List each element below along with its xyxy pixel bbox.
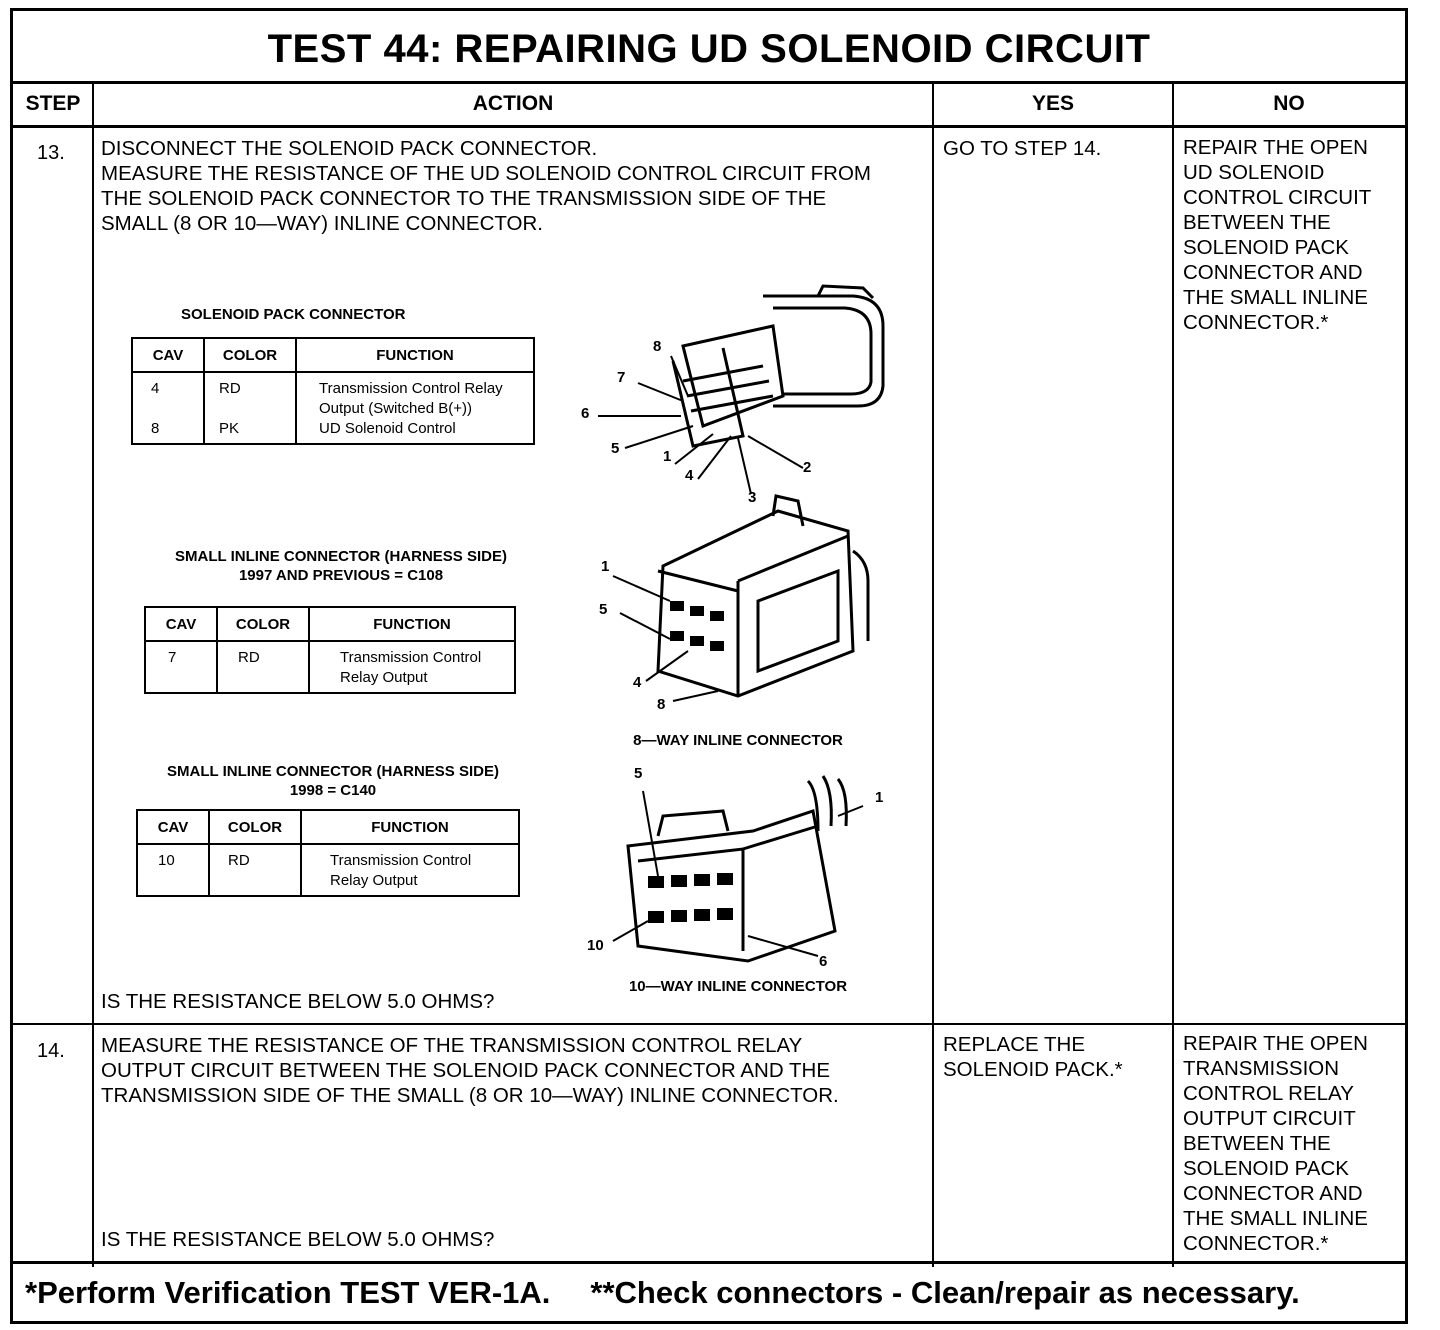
table-row: [145, 641, 515, 693]
action-line: DISCONNECT THE SOLENOID PACK CONNECTOR.: [101, 137, 598, 160]
function-cell: Transmission Control: [340, 649, 482, 666]
pin-label: 7: [617, 369, 626, 386]
step-question: IS THE RESISTANCE BELOW 5.0 OHMS?: [101, 990, 495, 1013]
cav-cell: 4: [151, 380, 160, 397]
header-step: STEP: [13, 84, 93, 128]
table-caption: [123, 762, 543, 800]
test-sheet: [10, 8, 1408, 1324]
function-cell: Transmission Control: [330, 852, 472, 869]
step-action: [101, 136, 871, 236]
eight-way-label: 8—WAY INLINE CONNECTOR: [633, 732, 843, 749]
no-line: THE SMALL INLINE: [1183, 1207, 1368, 1230]
action-line: THE SOLENOID PACK CONNECTOR TO THE TRANSMISSION SIDE OF THE: [101, 187, 827, 210]
no-line: CONNECTOR.*: [1183, 311, 1329, 334]
column-header: CAV: [137, 810, 209, 844]
caption-line: SMALL INLINE CONNECTOR (HARNESS SIDE): [175, 548, 507, 565]
page-title: TEST 44: REPAIRING UD SOLENOID CIRCUIT: [13, 11, 1405, 84]
column-header: CAV: [132, 338, 204, 372]
no-line: THE SMALL INLINE: [1183, 286, 1368, 309]
cav-cell: 7: [145, 641, 217, 693]
pin-label: 1: [875, 789, 884, 806]
no-line: BETWEEN THE: [1183, 1132, 1331, 1155]
function-cell: Transmission Control Relay: [319, 380, 503, 397]
pin-label: 6: [581, 405, 590, 422]
action-line: SMALL (8 OR 10—WAY) INLINE CONNECTOR.: [101, 212, 543, 235]
step-no: [1183, 135, 1371, 335]
no-line: CONNECTOR AND: [1183, 1182, 1363, 1205]
function-cell: Output (Switched B(+)): [319, 400, 472, 417]
table-row: [137, 844, 519, 896]
pin-label: 4: [633, 674, 642, 691]
footer-notes: [13, 1261, 1405, 1321]
inline-c140-table: [136, 809, 520, 897]
action-line: TRANSMISSION SIDE OF THE SMALL (8 OR 10—WAY) INLINE CONNECTOR.: [101, 1084, 839, 1107]
table-caption: [131, 547, 551, 585]
cav-cell: 8: [151, 420, 160, 437]
no-line: CONNECTOR.*: [1183, 1232, 1329, 1255]
header-action: ACTION: [93, 84, 933, 128]
caption-line: SMALL INLINE CONNECTOR (HARNESS SIDE): [167, 763, 499, 780]
ten-way-connector-drawing: [603, 771, 883, 971]
no-line: TRANSMISSION: [1183, 1057, 1340, 1080]
column-divider: [932, 84, 934, 1267]
color-cell: RD: [217, 641, 309, 693]
pin-label: 8: [653, 338, 662, 355]
column-header: FUNCTION: [309, 607, 515, 641]
pin-label: 5: [611, 440, 620, 457]
footer-connector-note: **Check connectors - Clean/repair as necessary.: [590, 1275, 1300, 1310]
column-divider: [92, 84, 94, 1267]
cav-cell: 10: [137, 844, 209, 896]
no-line: OUTPUT CIRCUIT: [1183, 1107, 1356, 1130]
action-line: MEASURE THE RESISTANCE OF THE TRANSMISSION CONTROL RELAY: [101, 1034, 803, 1057]
action-line: MEASURE THE RESISTANCE OF THE UD SOLENOID CONTROL CIRCUIT FROM: [101, 162, 871, 185]
color-cell: PK: [219, 420, 240, 437]
header-yes: YES: [933, 84, 1173, 128]
pin-label: 4: [685, 467, 694, 484]
step-yes: [943, 1032, 1123, 1082]
no-line: BETWEEN THE: [1183, 211, 1331, 234]
inline-c108-table: [144, 606, 516, 694]
column-header: COLOR: [204, 338, 296, 372]
row-divider: [13, 1023, 1405, 1025]
step-number: 14.: [37, 1040, 65, 1062]
table-row: [132, 372, 534, 444]
footer-verification-note: *Perform Verification TEST VER-1A.: [25, 1275, 551, 1310]
column-header: COLOR: [209, 810, 301, 844]
column-header: FUNCTION: [296, 338, 534, 372]
step-question: IS THE RESISTANCE BELOW 5.0 OHMS?: [101, 1228, 495, 1251]
header-no: NO: [1173, 84, 1405, 128]
column-header: COLOR: [217, 607, 309, 641]
no-line: CONTROL RELAY: [1183, 1082, 1354, 1105]
yes-line: REPLACE THE: [943, 1033, 1086, 1056]
no-line: CONTROL CIRCUIT: [1183, 186, 1372, 209]
step-yes: GO TO STEP 14.: [943, 137, 1102, 160]
column-divider: [1172, 84, 1174, 1267]
solenoid-pack-table: [131, 337, 535, 445]
table-caption: SOLENOID PACK CONNECTOR: [181, 306, 406, 323]
caption-line: 1997 AND PREVIOUS = C108: [238, 567, 444, 584]
pin-label: 5: [599, 601, 608, 618]
no-line: REPAIR THE OPEN: [1183, 1032, 1368, 1055]
pin-label: 1: [601, 558, 610, 575]
ten-way-label: 10—WAY INLINE CONNECTOR: [628, 978, 848, 995]
pin-label: 1: [663, 448, 672, 465]
pin-label: 6: [819, 953, 828, 970]
yes-line: SOLENOID PACK.*: [943, 1058, 1123, 1081]
pin-label: 10: [587, 937, 604, 954]
function-cell: Relay Output: [330, 872, 418, 889]
function-cell: UD Solenoid Control: [319, 420, 456, 437]
no-line: SOLENOID PACK: [1183, 1157, 1349, 1180]
no-line: CONNECTOR AND: [1183, 261, 1363, 284]
color-cell: RD: [219, 380, 241, 397]
pin-label: 8: [657, 696, 666, 713]
column-header: FUNCTION: [301, 810, 519, 844]
action-line: OUTPUT CIRCUIT BETWEEN THE SOLENOID PACK CONNECTOR AND THE: [101, 1059, 830, 1082]
function-cell: Relay Output: [340, 669, 428, 686]
pin-label: 2: [803, 459, 812, 476]
step-number: 13.: [37, 142, 65, 164]
pin-label: 5: [634, 765, 643, 782]
no-line: REPAIR THE OPEN: [1183, 136, 1368, 159]
column-header: CAV: [145, 607, 217, 641]
no-line: UD SOLENOID: [1183, 161, 1325, 184]
solenoid-pack-connector-drawing: [583, 286, 903, 516]
pin-label: 3: [748, 489, 757, 506]
caption-line: 1998 = C140: [289, 782, 377, 799]
step-no: [1183, 1031, 1368, 1256]
color-cell: RD: [209, 844, 301, 896]
step-action: [101, 1033, 839, 1108]
no-line: SOLENOID PACK: [1183, 236, 1349, 259]
